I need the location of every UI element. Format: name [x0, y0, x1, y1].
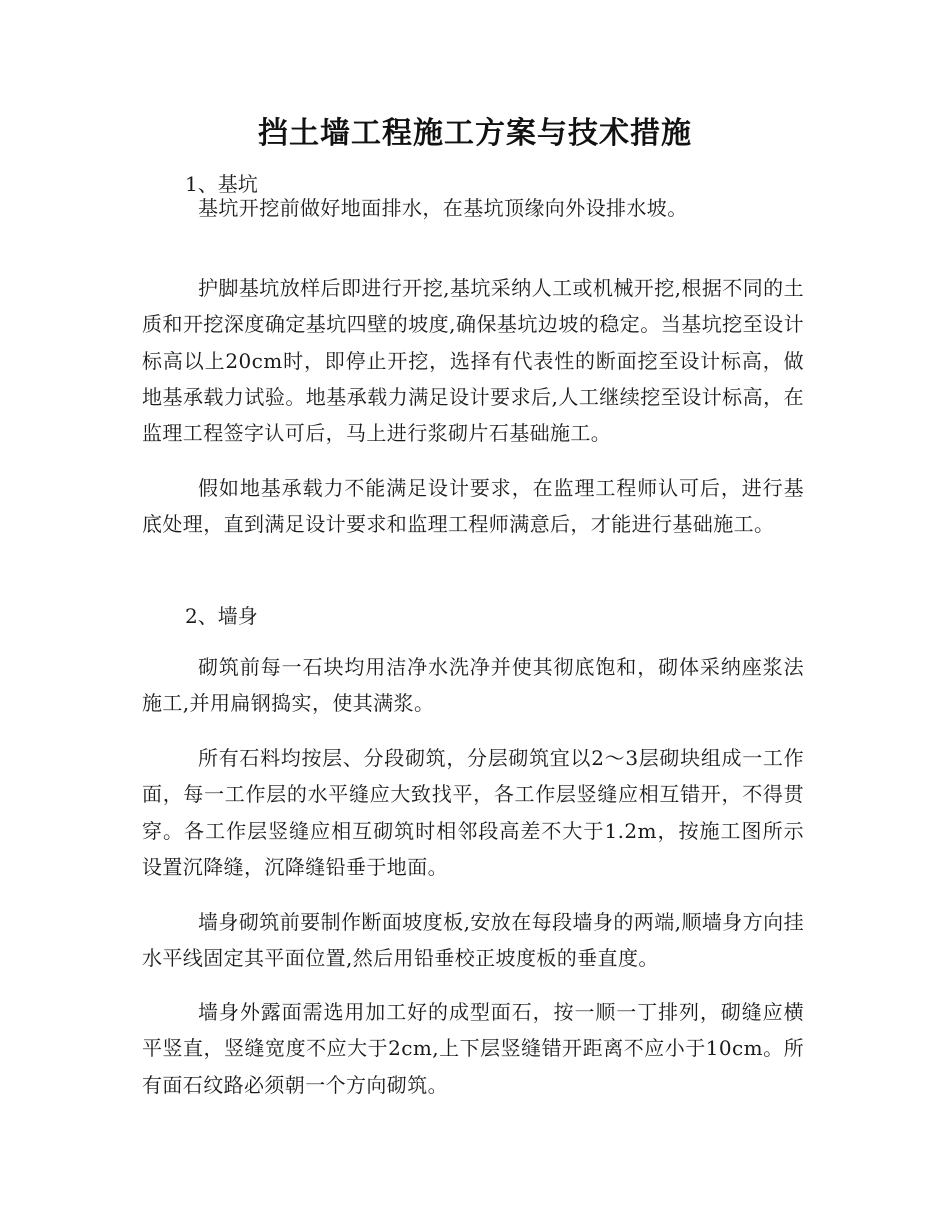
- paragraph-base-treatment: 假如地基承载力不能满足设计要求，在监理工程师认可后，进行基底处理，直到满足设计要求和监理工程师满意后，才能进行基础施工。: [142, 476, 804, 537]
- paragraph-face-stone: 墙身外露面需选用加工好的成型面石，按一顺一丁排列，砌缝应横平竖直，竖缝宽度不应大于2cm,上下层竖缝错开距离不应小于10cm。所有面石纹路必须朝一个方向砌筑。: [142, 1000, 804, 1097]
- paragraph-layered-masonry: 所有石料均按层、分段砌筑，分层砌筑宜以2～3层砌块组成一工作面，每一工作层的水平缝应大致找平，各工作层竖缝应相互错开，不得贯穿。各工作层竖缝应相互砌筑时相邻段高差不大于1.2m，按施工图所示设置沉降缝，沉降缝铅垂于地面。: [142, 746, 804, 879]
- section-heading-wall-body: 2、墙身: [185, 604, 258, 628]
- paragraph-slope-board: 墙身砌筑前要制作断面坡度板,安放在每段墙身的两端,顺墙身方向挂水平线固定其平面位置,然后用铅垂校正坡度板的垂直度。: [142, 910, 804, 971]
- paragraph-excavation: 护脚基坑放样后即进行开挖,基坑采纳人工或机械开挖,根据不同的土质和开挖深度确定基坑四壁的坡度,确保基坑边坡的稳定。当基坑挖至设计标高以上20cm时，即停止开挖，选择有代表性的断面挖至设计标高，做地基承载力试验。地基承载力满足设计要求后,人工继续挖至设计标高，在监理工程签字认可后，马上进行浆砌片石基础施工。: [142, 276, 804, 446]
- section-heading-foundation-pit: 1、基坑: [185, 172, 258, 196]
- paragraph-drainage: 基坑开挖前做好地面排水，在基坑顶缘向外设排水坡。: [198, 196, 688, 220]
- paragraph-stone-washing: 砌筑前每一石块均用洁净水洗净并使其彻底饱和，砌体采纳座浆法施工,并用扁钢捣实，使其满浆。: [142, 655, 804, 716]
- document-title: 挡土墙工程施工方案与技术措施: [258, 116, 692, 151]
